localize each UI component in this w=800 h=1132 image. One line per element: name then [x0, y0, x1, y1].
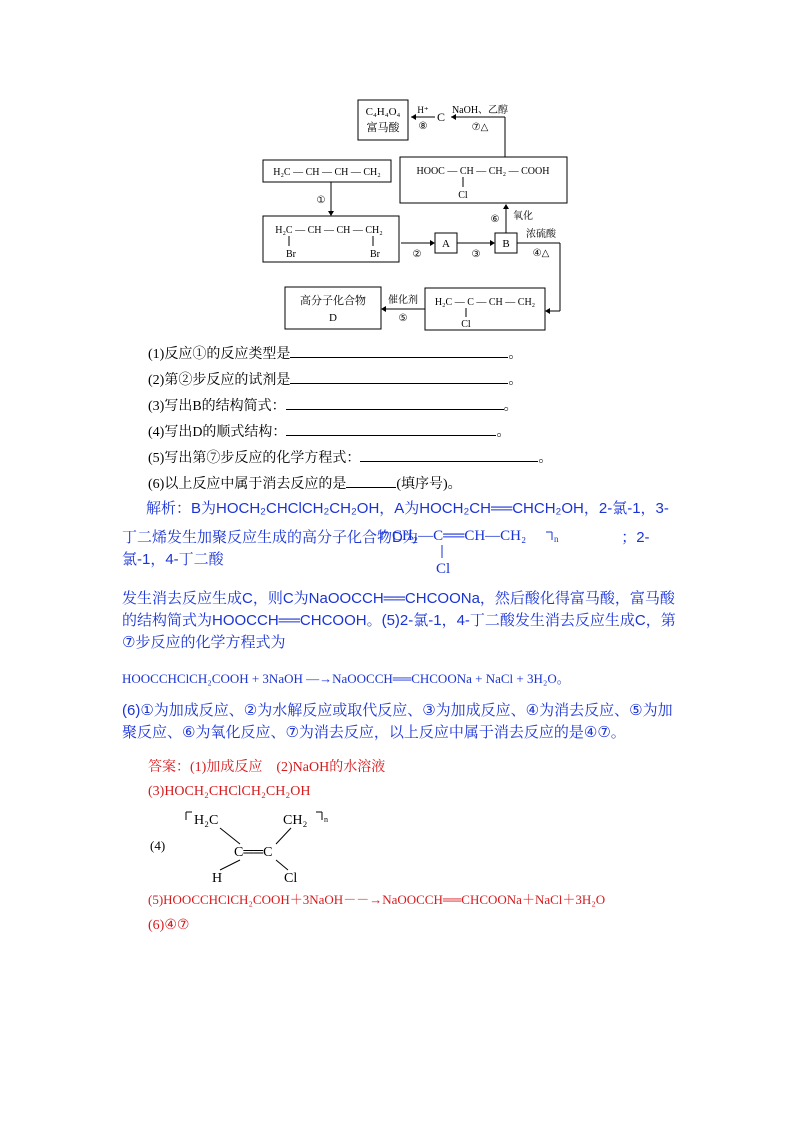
fumaric-name: 富马酸	[366, 122, 400, 134]
answer-blank	[290, 343, 508, 358]
step-4-label: ④△	[532, 248, 550, 259]
chloro-diacid-box	[400, 157, 567, 203]
answer-label: 答案：	[148, 758, 190, 774]
dibromo-br-1: Br	[286, 249, 296, 260]
answer-1-2: 答案：(1)加成反应 (2)NaOH的水溶液	[148, 758, 386, 775]
polymer-d-structure	[370, 518, 570, 580]
chloro-diacid-cl: Cl	[458, 190, 468, 201]
catalyst-label: 催化剂	[388, 295, 418, 306]
answer-4-structure	[148, 806, 368, 884]
question-text: (4)写出D的顺式结构：	[148, 425, 287, 440]
arrow-head-icon	[430, 240, 435, 246]
arrow-head-icon	[490, 240, 495, 246]
question-2: (2)第②步反应的试剂是 。	[148, 369, 522, 391]
chloroprene-formula: H₂C — C — CH — CH₂	[434, 297, 536, 308]
question-text: (3)写出B的结构简式：	[148, 399, 286, 414]
answer-5: (5)HOOCCHClCH₂COOH＋3NaOH－－→NaOOCCH══CHCOONa＋NaCl＋3H₂O	[148, 892, 606, 907]
compound-c-label: C	[436, 110, 446, 124]
fumaric-formula: C₄H₄O₄	[365, 106, 401, 118]
arrow-head-icon	[545, 308, 550, 314]
analysis-paragraph-2: 发生消去反应生成C，则C为NaOOCCH══CHCOONa，然后酸化得富马酸，富马酸的结构简式为HOOCCH══CHCOOH。(5)2-氯-1，4-丁二酸发生消去反应生成C，第⑦步反应的化学方程式为	[122, 590, 676, 651]
answer-blank	[346, 473, 396, 488]
arrow-head-icon	[381, 306, 386, 312]
polymer-name: 高分子化合物	[300, 295, 366, 307]
conc-h2so4-label: 浓硫酸	[526, 229, 556, 240]
step-3-label: ③	[471, 249, 481, 260]
answer-3: (3)HOCH₂CHClCH₂CH₂OH	[148, 784, 311, 799]
question-5: (5)写出第⑦步反应的化学方程式： 。	[148, 447, 552, 469]
answer-4-h2c: H₂C	[194, 813, 219, 828]
analysis-paragraph-3: (6)①为加成反应、②为水解反应或取代反应、③为加成反应、④为消去反应、⑤为加聚反应、⑥为氧化反应、⑦为消去反应，以上反应中属于消去反应的是④⑦。	[122, 702, 673, 741]
answer-6: (6)④⑦	[148, 918, 190, 933]
butadiene-formula: H₂C — CH — CH — CH₂	[273, 167, 381, 178]
question-text: (5)写出第⑦步反应的化学方程式：	[148, 451, 361, 466]
question-text: (6)以上反应中属于消去反应的是	[148, 477, 347, 492]
compound-b-label: B	[502, 238, 510, 250]
arrow-head-icon	[328, 211, 334, 216]
chloroprene-cl: Cl	[461, 319, 471, 330]
answer-4-h: H	[212, 871, 223, 884]
step-7-label: ⑦△	[471, 122, 489, 133]
question-text: (2)第②步反应的试剂是	[148, 373, 291, 388]
compound-a-label: A	[442, 238, 450, 250]
step-2-label: ②	[412, 249, 422, 260]
step-8-label: ⑧	[418, 121, 428, 132]
answer-4-cl: Cl	[284, 871, 298, 884]
question-4: (4)写出D的顺式结构： 。	[148, 421, 510, 443]
question-1: (1)反应①的反应类型是 。	[148, 343, 522, 365]
chloroprene-box	[425, 288, 545, 330]
arrow-head-icon	[411, 114, 416, 120]
answer-4-n: n	[324, 815, 328, 824]
polymer-cl: Cl	[436, 561, 451, 577]
analysis-paragraph-1: 解析：B为HOCH₂CHClCH₂CH₂OH，A为HOCH₂CH══CHCH₂OH，2-氯-1，3-丁二烯发生加聚反应生成的高分子化合物D为 ；2-氯-1，4-丁二酸	[122, 500, 669, 568]
h-plus-label: H⁺	[417, 105, 429, 115]
question-6: (6)以上反应中属于消去反应的是 (填序号)。	[148, 473, 462, 495]
oxidation-label: 氧化	[513, 211, 533, 222]
answer-4-double-bond: C══C	[234, 845, 273, 860]
answer-blank	[360, 447, 538, 462]
question-3: (3)写出B的结构简式： 。	[148, 395, 518, 417]
question-text: (1)反应①的反应类型是	[148, 347, 291, 362]
answer-blank	[290, 369, 508, 384]
reaction-scheme	[255, 95, 575, 335]
polymer-main-chain: CH₂—C══CH—CH₂	[392, 528, 527, 544]
answer-4-number: (4)	[150, 838, 166, 853]
step-1-label: ①	[316, 195, 326, 206]
answer-4-ch2: CH₂	[283, 813, 308, 828]
chloro-diacid-formula: HOOC — CH — CH₂ — COOH	[416, 166, 550, 177]
step-5-label: ⑤	[398, 313, 408, 324]
dibromo-br-2: Br	[370, 249, 380, 260]
answer-blank	[286, 421, 496, 436]
dibromo-formula: H₂C — CH — CH — CH₂	[275, 225, 383, 236]
analysis-equation: HOOCCHClCH₂COOH + 3NaOH —→NaOOCCH══CHCOONa + NaCl + 3H₂O。	[122, 671, 570, 686]
naoh-ethanol-label: NaOH、乙醇	[451, 105, 509, 116]
step-6-label: ⑥	[490, 214, 500, 225]
arrow-head-icon	[503, 204, 509, 209]
answer-blank	[286, 395, 504, 410]
polymer-letter: D	[329, 312, 337, 324]
polymer-n: n	[554, 534, 559, 544]
